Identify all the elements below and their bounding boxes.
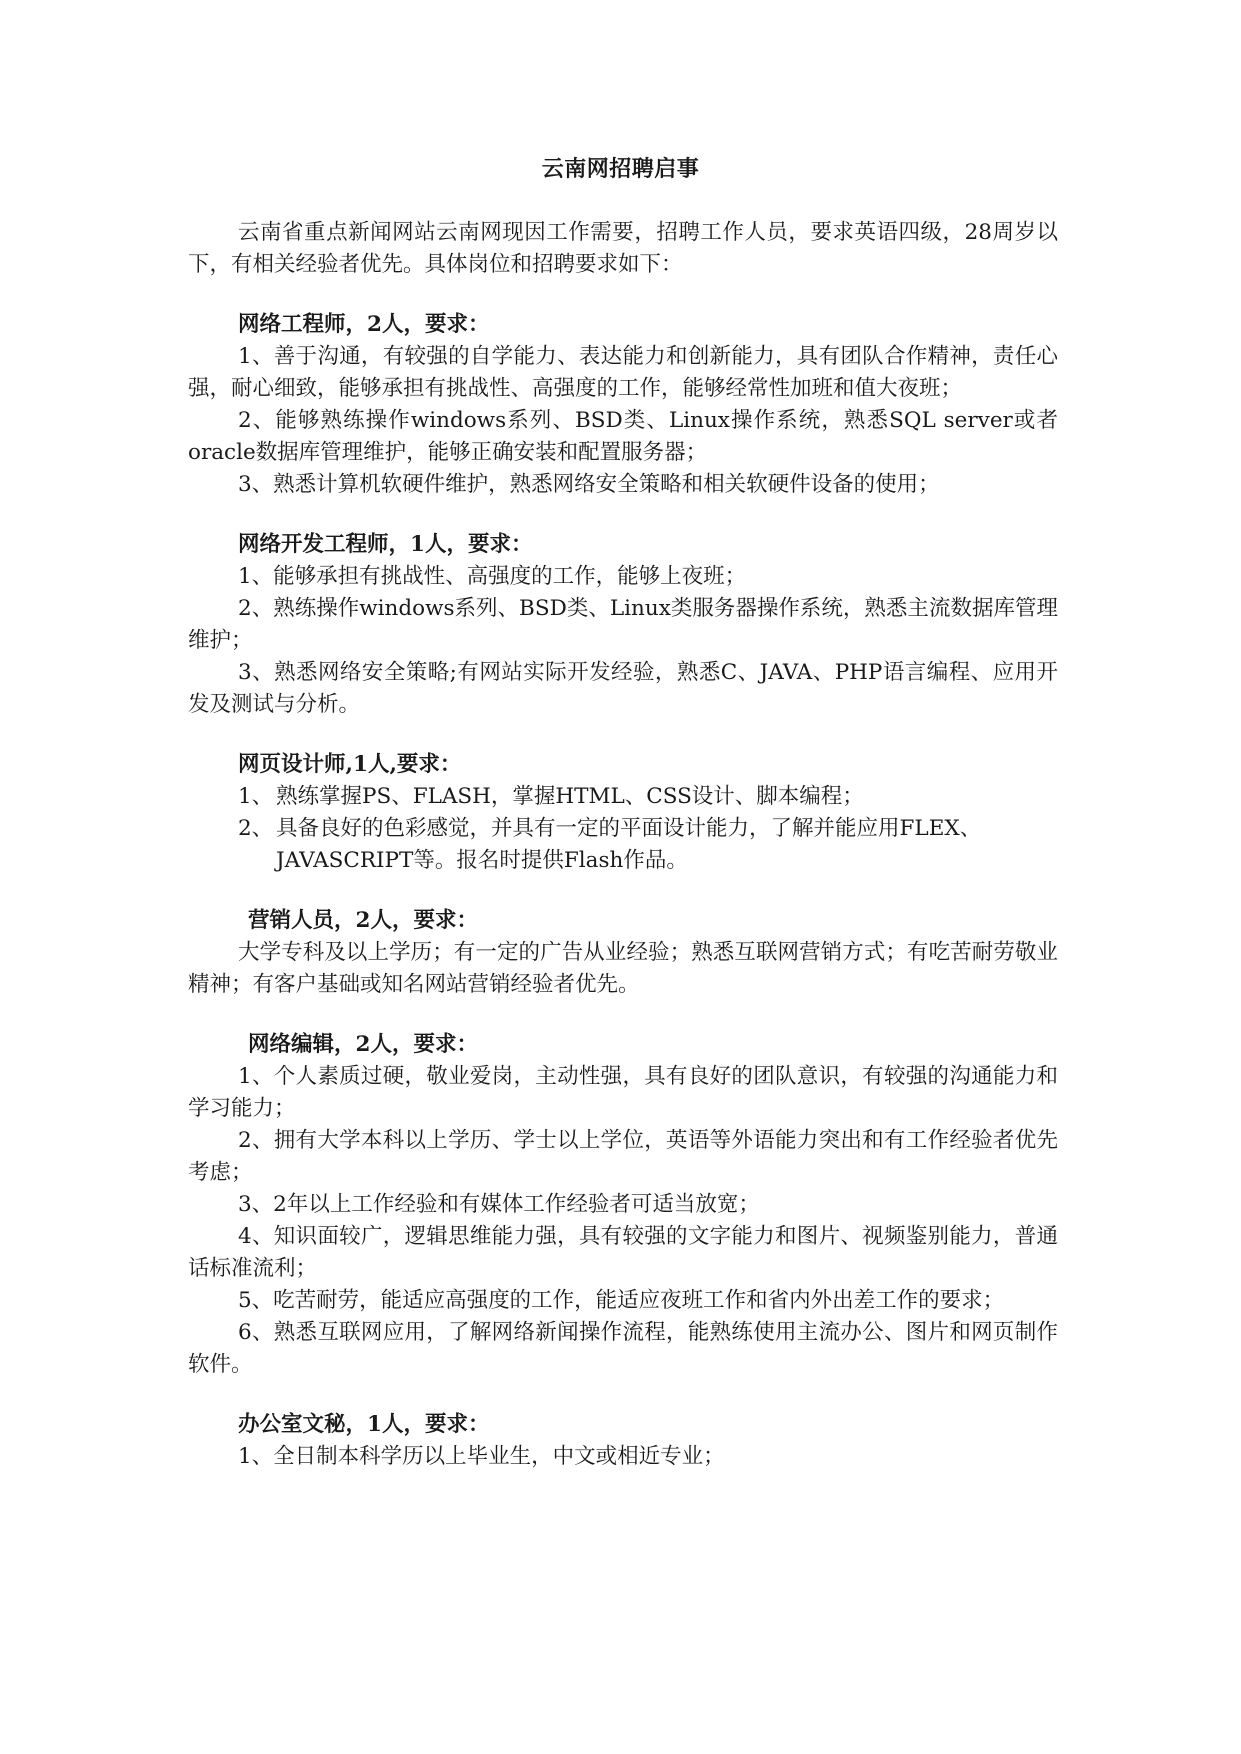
intro-paragraph: 云南省重点新闻网站云南网现因工作需要，招聘工作人员，要求英语四级，28周岁以下，有相关经验者优先。具体岗位和招聘要求如下： bbox=[188, 220, 1058, 277]
requirement-item: 1、个人素质过硬，敬业爱岗，主动性强，具有良好的团队意识，有较强的沟通能力和学习能力； bbox=[188, 1064, 1058, 1121]
item-text: 熟练掌握PS、FLASH，掌握HTML、CSS设计、脚本编程； bbox=[276, 784, 864, 809]
requirement-item: 6、熟悉互联网应用，了解网络新闻操作流程，能熟练使用主流办公、图片和网页制作软件。 bbox=[188, 1320, 1058, 1377]
requirement-item: 3、熟悉计算机软硬件维护，熟悉网络安全策略和相关软硬件设备的使用； bbox=[238, 472, 940, 497]
document-body bbox=[188, 217, 1058, 1473]
section-heading: 网页设计师,1人,要求： bbox=[238, 752, 462, 777]
requirement-item: 4、知识面较广，逻辑思维能力强，具有较强的文字能力和图片、视频鉴别能力，普通话标准流利； bbox=[188, 1224, 1058, 1281]
section-marketing bbox=[188, 905, 1058, 1001]
section-heading: 办公室文秘，1人，要求： bbox=[238, 1412, 490, 1437]
item-number: 1、 bbox=[238, 784, 274, 809]
document-title: 云南网招聘启事 bbox=[541, 156, 700, 182]
item-text: 具备良好的色彩感觉，并具有一定的平面设计能力，了解并能应用FLEX、JAVASCRIPT等。报名时提供Flash作品。 bbox=[276, 816, 982, 873]
section-network-engineer bbox=[188, 309, 1058, 501]
numbered-item bbox=[188, 781, 1058, 813]
item-number: 2、 bbox=[238, 816, 274, 841]
requirement-item: 3、熟悉网络安全策略;有网站实际开发经验，熟悉C、JAVA、PHP语言编程、应用开发及测试与分析。 bbox=[188, 660, 1058, 717]
numbered-item bbox=[188, 813, 1058, 877]
requirement-item: 5、吃苦耐劳，能适应高强度的工作，能适应夜班工作和省内外出差工作的要求； bbox=[238, 1288, 1005, 1313]
section-network-editor bbox=[188, 1029, 1058, 1381]
requirement-item: 1、善于沟通，有较强的自学能力、表达能力和创新能力，具有团队合作精神，责任心强，耐心细致，能够承担有挑战性、高强度的工作，能够经常性加班和值大夜班； bbox=[188, 344, 1058, 401]
requirement-item: 2、能够熟练操作windows系列、BSD类、Linux操作系统，熟悉SQL server或者oracle数据库管理维护，能够正确安装和配置服务器； bbox=[188, 408, 1058, 465]
section-heading: 网络工程师，2人，要求： bbox=[238, 312, 490, 337]
section-office-secretary bbox=[188, 1409, 1058, 1473]
section-heading: 网络编辑，2人，要求： bbox=[248, 1032, 478, 1057]
requirement-item: 2、拥有大学本科以上学历、学士以上学位，英语等外语能力突出和有工作经验者优先考虑； bbox=[188, 1128, 1058, 1185]
requirement-item: 大学专科及以上学历；有一定的广告从业经验；熟悉互联网营销方式；有吃苦耐劳敬业精神；有客户基础或知名网站营销经验者优先。 bbox=[188, 940, 1058, 997]
requirement-item: 1、全日制本科学历以上毕业生，中文或相近专业； bbox=[238, 1444, 725, 1469]
requirement-item: 1、能够承担有挑战性、高强度的工作，能够上夜班； bbox=[238, 564, 747, 589]
section-network-dev-engineer bbox=[188, 529, 1058, 721]
requirement-item: 3、2年以上工作经验和有媒体工作经验者可适当放宽； bbox=[238, 1192, 760, 1217]
section-heading: 营销人员，2人，要求： bbox=[248, 908, 478, 933]
requirement-item: 2、熟练操作windows系列、BSD类、Linux类服务器操作系统，熟悉主流数据库管理维护； bbox=[188, 596, 1058, 653]
section-web-designer bbox=[188, 749, 1058, 877]
section-heading: 网络开发工程师，1人，要求： bbox=[238, 532, 533, 557]
